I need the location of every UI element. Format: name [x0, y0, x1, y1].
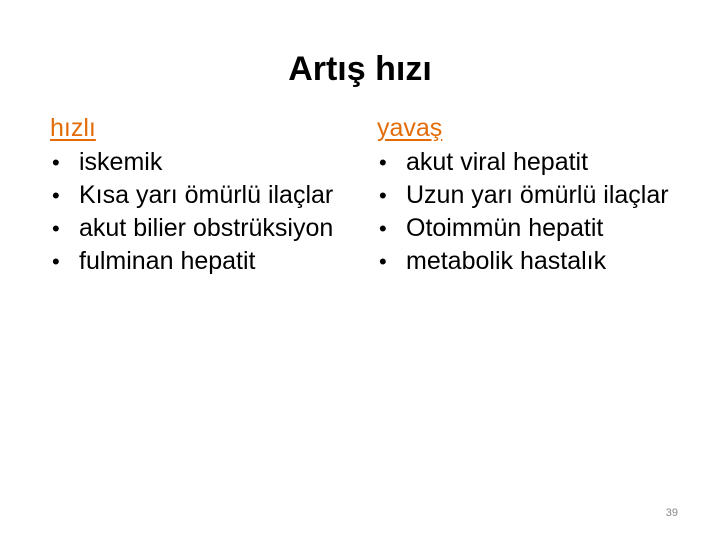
bullet-icon: • — [52, 183, 60, 208]
bullet-icon: • — [52, 150, 60, 175]
list-item-text: akut bilier obstrüksiyon — [79, 214, 334, 242]
list-item — [50, 146, 350, 179]
page-number: 39 — [665, 507, 678, 519]
bullet-icon: • — [379, 183, 387, 208]
list-item — [377, 212, 677, 245]
list-item-text: metabolik hastalık — [406, 247, 607, 275]
bullet-icon: • — [52, 216, 60, 241]
bullet-icon: • — [379, 150, 387, 175]
list-item-text: fulminan hepatit — [79, 247, 256, 275]
list-item — [50, 245, 350, 278]
bullet-icon: • — [52, 249, 60, 274]
bullet-icon: • — [379, 216, 387, 241]
right-bullet-list — [377, 146, 677, 278]
list-item — [377, 245, 677, 278]
slide-title: Artış hızı — [288, 50, 432, 88]
right-column — [377, 112, 677, 278]
list-item-text: Uzun yarı ömürlü ilaçlar — [406, 181, 669, 209]
list-item-text: iskemik — [79, 148, 163, 176]
list-item — [377, 146, 677, 179]
left-bullet-list — [50, 146, 350, 278]
list-item-text: Otoimmün hepatit — [406, 214, 604, 242]
right-column-heading: yavaş — [377, 114, 443, 142]
list-item — [377, 179, 677, 212]
list-item-text: akut viral hepatit — [406, 148, 589, 176]
list-item — [50, 179, 350, 212]
list-item-text: Kısa yarı ömürlü ilaçlar — [79, 181, 334, 209]
left-column-heading: hızlı — [50, 114, 96, 142]
bullet-icon: • — [379, 249, 387, 274]
list-item — [50, 212, 350, 245]
left-column — [50, 112, 350, 278]
